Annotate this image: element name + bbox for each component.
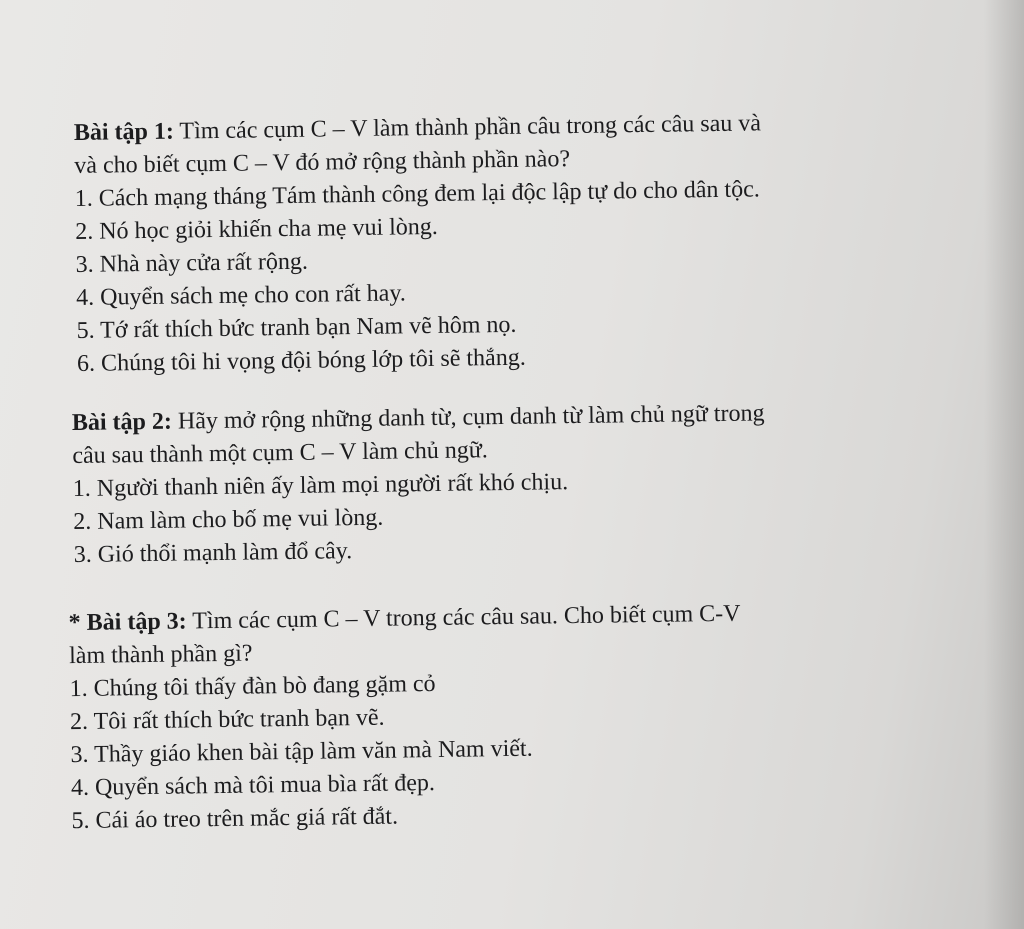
exercise-3-prompt-continued: làm thành phần gì? <box>68 640 253 670</box>
exercise-3-item: 2. Tôi rất thích bức tranh bạn vẽ. <box>69 704 385 736</box>
exercise-1-prompt: Tìm các cụm C – V làm thành phần câu trong các câu sau và <box>173 110 762 145</box>
exercise-2-item: 1. Người thanh niên ấy làm mọi người rất khó chịu. <box>72 469 569 503</box>
exercise-3-label: * Bài tập 3: <box>68 608 187 637</box>
exercise-3-item: 4. Quyển sách mà tôi mua bìa rất đẹp. <box>70 770 436 802</box>
exercise-2-item: 2. Nam làm cho bố mẹ vui lòng. <box>73 504 384 536</box>
exercise-1-item: 2. Nó học giỏi khiến cha mẹ vui lòng. <box>75 213 439 245</box>
exercise-1 <box>74 104 978 381</box>
exercise-2-item: 3. Gió thổi mạnh làm đổ cây. <box>73 538 353 569</box>
exercise-1-item: 6. Chúng tôi hi vọng đội bóng lớp tôi sẽ thắng. <box>76 344 526 377</box>
exercise-1-item: 5. Tớ rất thích bức tranh bạn Nam vẽ hôm nọ. <box>76 311 517 344</box>
exercise-2-prompt-continued: câu sau thành một cụm C – V làm chủ ngữ. <box>72 437 488 470</box>
exercise-3-prompt: Tìm các cụm C – V trong các câu sau. Cho biết cụm C-V <box>186 600 741 635</box>
exercise-1-item: 4. Quyển sách mẹ cho con rất hay. <box>75 280 406 311</box>
exercise-3 <box>68 595 971 839</box>
exercise-1-label: Bài tập 1: <box>73 118 175 146</box>
exercise-2 <box>72 394 974 572</box>
exercise-2-prompt: Hãy mở rộng những danh từ, cụm danh từ làm chủ ngữ trong <box>171 400 765 435</box>
exercise-1-item: 1. Cách mạng tháng Tám thành công đem lại độc lập tự do cho dân tộc. <box>74 176 760 212</box>
exercise-2-label: Bài tập 2: <box>71 408 173 437</box>
exercise-1-item: 3. Nhà này cửa rất rộng. <box>75 248 309 278</box>
exercise-3-item: 1. Chúng tôi thấy đàn bò đang gặm cỏ <box>69 670 436 703</box>
exercise-3-item: 3. Thầy giáo khen bài tập làm văn mà Nam viết. <box>70 735 533 769</box>
exercise-1-prompt-continued: và cho biết cụm C – V đó mở rộng thành phần nào? <box>74 146 571 179</box>
exercise-3-item: 5. Cái áo treo trên mắc giá rất đắt. <box>71 803 399 835</box>
